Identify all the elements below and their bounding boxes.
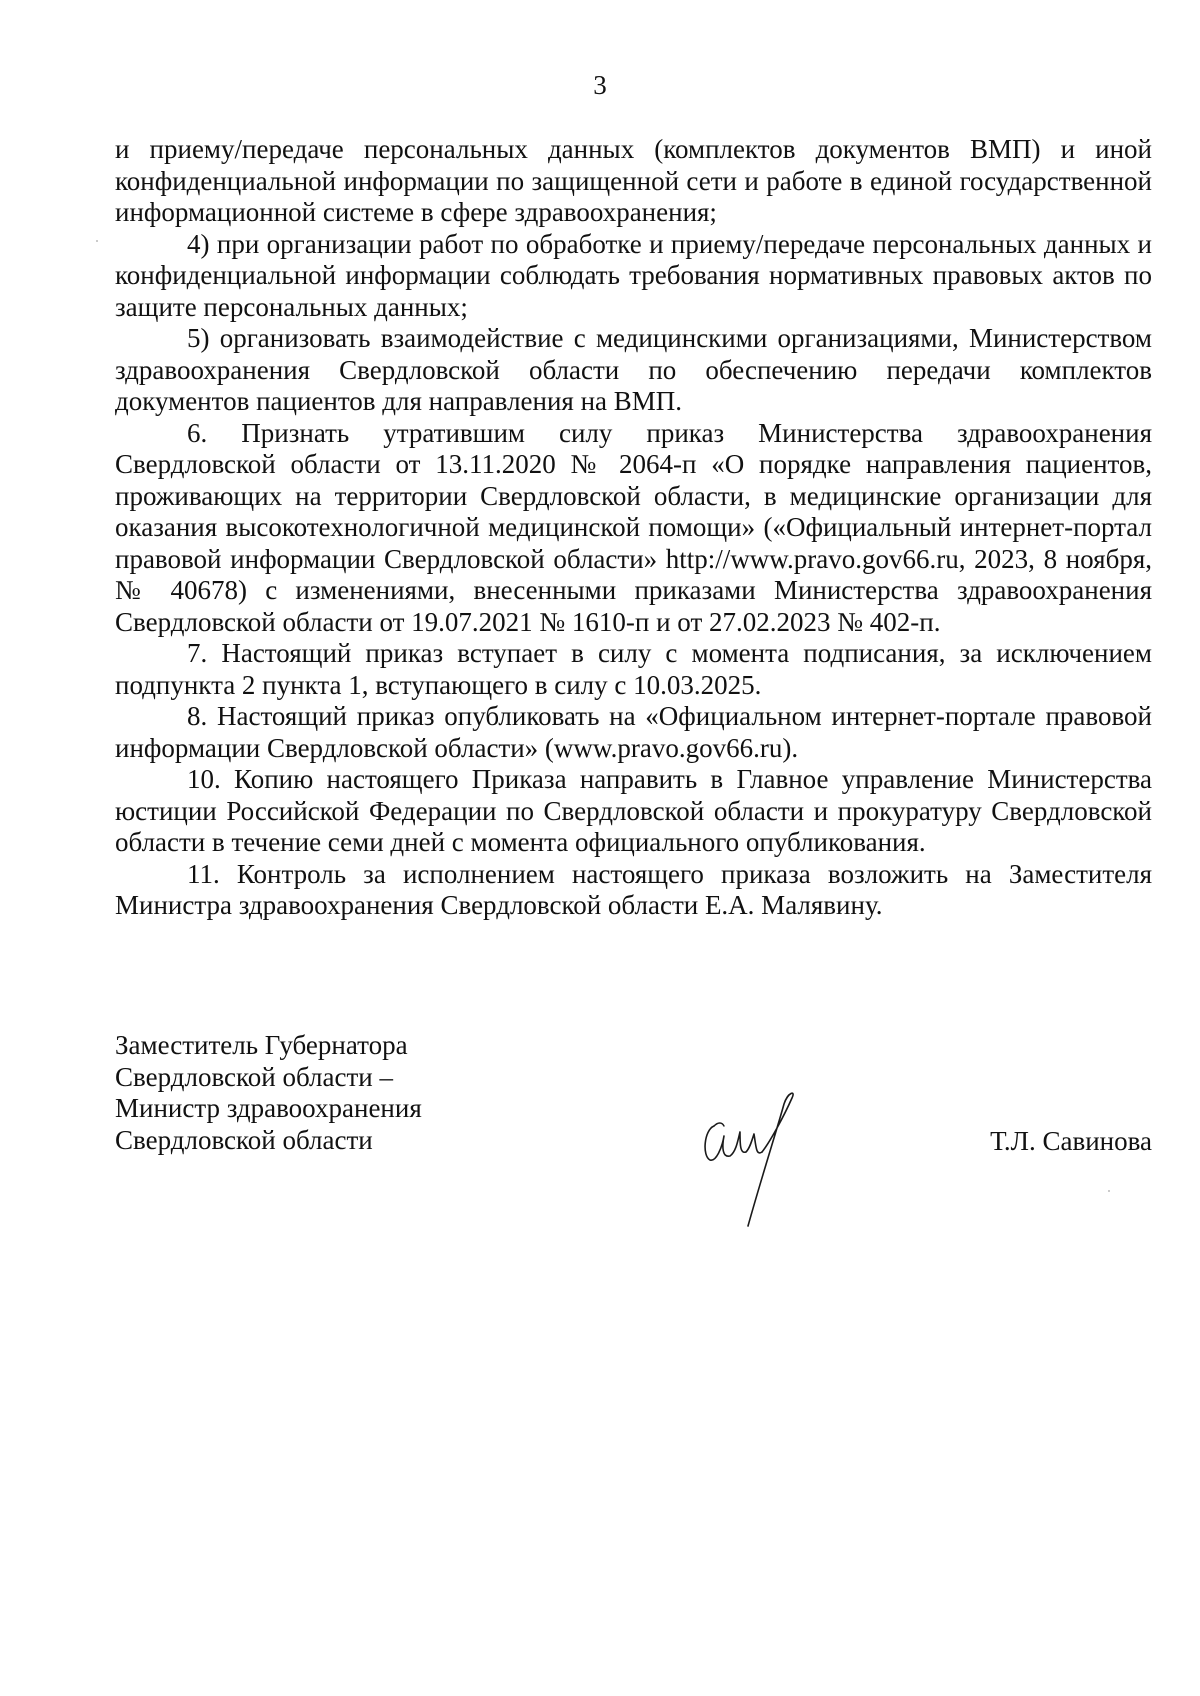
handwritten-signature	[700, 1086, 810, 1236]
signer-name: Т.Л. Савинова	[990, 1126, 1152, 1156]
signer-title-line: Свердловской области –	[115, 1061, 393, 1092]
signature-block	[115, 1030, 1152, 1230]
paragraph-item-11: 11. Контроль за исполнением настоящего приказа возложить на Заместителя Министра здравоохранения Свердловской области Е.А. Малявину.	[115, 858, 1152, 920]
paragraph-item-8: 8. Настоящий приказ опубликовать на «Официальном интернет-портале правовой информации Свердловской области» (www.pravo.gov66.ru).	[115, 701, 1152, 763]
scan-speck	[96, 240, 98, 242]
paragraph-item-10: 10. Копию настоящего Приказа направить в Главное управление Министерства юстиции Российской Федерации по Свердловской области и прокуратуру Свердловской области в течение семи дней с момента официального опубликования.	[115, 764, 1152, 857]
paragraph-item-4: 4) при организации работ по обработке и приему/передаче персональных данных и конфиденциальной информации соблюдать требования нормативных правовых актов по защите персональных данных;	[115, 228, 1152, 322]
scan-speck	[1108, 1190, 1110, 1192]
page-number: 3	[593, 70, 607, 100]
signer-title-line: Свердловской области	[115, 1124, 373, 1155]
paragraph-item-7: 7. Настоящий приказ вступает в силу с момента подписания, за исключением подпункта 2 пункта 1, вступающего в силу с 10.03.2025.	[115, 638, 1152, 700]
signer-title-line: Министр здравоохранения	[115, 1093, 422, 1123]
document-body	[115, 134, 1152, 922]
paragraph-item-5: 5) организовать взаимодействие с медицинскими организациями, Министерством здравоохранения Свердловской области по обеспечению передачи комплектов документов пациентов для направления на ВМП.	[115, 323, 1152, 416]
signer-title	[115, 1030, 422, 1156]
paragraph-item-6: 6. Признать утратившим силу приказ Министерства здравоохранения Свердловской области от 13.11.2020 № 2064-п «О порядке направления пациентов, проживающих на территории Свердловской области, в медицинские организации для оказания высокотехнологичной медицинской помощи» («Официальный интернет-портал правовой информации Свердловской области» http://www.pravo.gov66.ru, 2023, 8 ноября, № 40678) с изменениями, внесенными приказами Министерства здравоохранения Свердловской области от 19.07.2021 № 1610-п и от 27.02.2023 № 402-п.	[115, 417, 1152, 637]
paragraph-continuation: и приему/передаче персональных данных (комплектов документов ВМП) и иной конфиденциальной информации по защищенной сети и работе в единой государственной информационной системе в сфере здравоохранения;	[115, 134, 1152, 227]
signer-title-line: Заместитель Губернатора	[115, 1030, 408, 1060]
